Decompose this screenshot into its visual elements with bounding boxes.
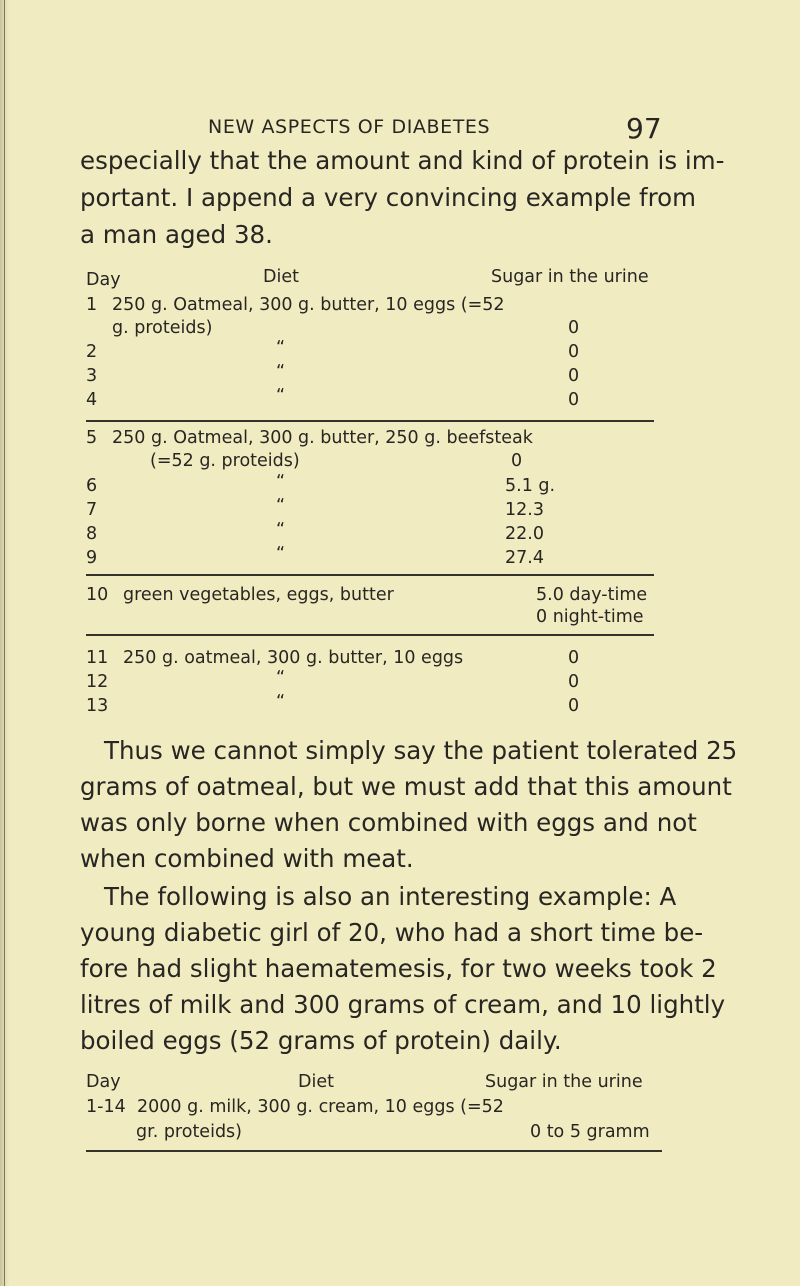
row-day: 5 [86, 428, 98, 448]
row-diet: green vegetables, eggs, butter [123, 585, 394, 605]
row-sugar: 0 to 5 gramm [530, 1122, 650, 1142]
row-day: 10 [86, 585, 109, 605]
row-day: 11 [86, 648, 109, 668]
row-day: 2 [86, 342, 98, 362]
table-rule [86, 1150, 662, 1152]
row-sugar: 0 [568, 366, 580, 386]
ditto-mark: “ [276, 544, 286, 564]
row-sugar: 0 [568, 672, 580, 692]
header-day: Day [86, 1072, 121, 1092]
row-diet: 250 g. oatmeal, 300 g. butter, 10 eggs [123, 648, 464, 668]
row-sugar: 0 night-time [536, 607, 644, 627]
row-sugar: 22.0 [505, 524, 544, 544]
row-sugar: 0 [568, 390, 580, 410]
text-line: especially that the amount and kind of protein is im- [80, 146, 725, 175]
ditto-mark: “ [276, 520, 286, 540]
table-rule [86, 574, 654, 576]
header-sugar: Sugar in the urine [485, 1072, 643, 1092]
page-header [0, 112, 800, 145]
text-line: a man aged 38. [80, 220, 273, 249]
row-diet: (=52 g. proteids) [150, 451, 300, 471]
row-sugar: 12.3 [505, 500, 544, 520]
row-day: 7 [86, 500, 98, 520]
text-line: when combined with meat. [80, 844, 414, 873]
table-rule [86, 634, 654, 636]
ditto-mark: “ [276, 472, 286, 492]
row-diet: g. proteids) [112, 318, 213, 338]
row-day: 1 [86, 295, 98, 315]
text-line: grams of oatmeal, but we must add that this amount [80, 772, 732, 801]
row-diet: 250 g. Oatmeal, 300 g. butter, 250 g. beefsteak [112, 428, 533, 448]
row-sugar: 0 [568, 696, 580, 716]
row-day: 8 [86, 524, 98, 544]
text-line: The following is also an interesting example: A [104, 882, 677, 911]
row-day: 6 [86, 476, 98, 496]
row-sugar: 0 [568, 318, 580, 338]
ditto-mark: “ [276, 362, 286, 382]
ditto-mark: “ [276, 338, 286, 358]
row-sugar: 27.4 [505, 548, 544, 568]
ditto-mark: “ [276, 692, 286, 712]
page-gutter [0, 0, 10, 1286]
text-line: was only borne when combined with eggs and not [80, 808, 697, 837]
row-day: 13 [86, 696, 109, 716]
ditto-mark: “ [276, 668, 286, 688]
row-diet: 250 g. Oatmeal, 300 g. butter, 10 eggs (=52 [112, 295, 505, 315]
row-day: 3 [86, 366, 98, 386]
row-sugar: 0 [511, 451, 523, 471]
ditto-mark: “ [276, 386, 286, 406]
text-line: fore had slight haematemesis, for two weeks took 2 [80, 954, 717, 983]
row-day: 1-14 [86, 1097, 126, 1117]
row-sugar: 5.1 g. [505, 476, 556, 496]
row-sugar: 5.0 day-time [536, 585, 648, 605]
table-rule [86, 420, 654, 422]
page-edge-line [4, 0, 5, 1286]
row-day: 9 [86, 548, 98, 568]
text-line: Thus we cannot simply say the patient tolerated 25 [104, 736, 738, 765]
row-day: 12 [86, 672, 109, 692]
text-line: boiled eggs (52 grams of protein) daily. [80, 1026, 562, 1055]
text-line: portant. I append a very convincing example from [80, 183, 696, 212]
header-sugar: Sugar in the urine [491, 267, 649, 287]
header-diet: Diet [263, 267, 299, 287]
page-number: 97 [626, 112, 662, 145]
row-diet: 2000 g. milk, 300 g. cream, 10 eggs (=52 [137, 1097, 504, 1117]
header-day: Day [86, 270, 121, 290]
ditto-mark: “ [276, 496, 286, 516]
header-diet: Diet [298, 1072, 334, 1092]
row-diet: gr. proteids) [136, 1122, 242, 1142]
running-title: NEW ASPECTS OF DIABETES [208, 116, 491, 138]
text-line: litres of milk and 300 grams of cream, and 10 lightly [80, 990, 726, 1019]
row-day: 4 [86, 390, 98, 410]
row-sugar: 0 [568, 342, 580, 362]
text-line: young diabetic girl of 20, who had a short time be- [80, 918, 704, 947]
row-sugar: 0 [568, 648, 580, 668]
